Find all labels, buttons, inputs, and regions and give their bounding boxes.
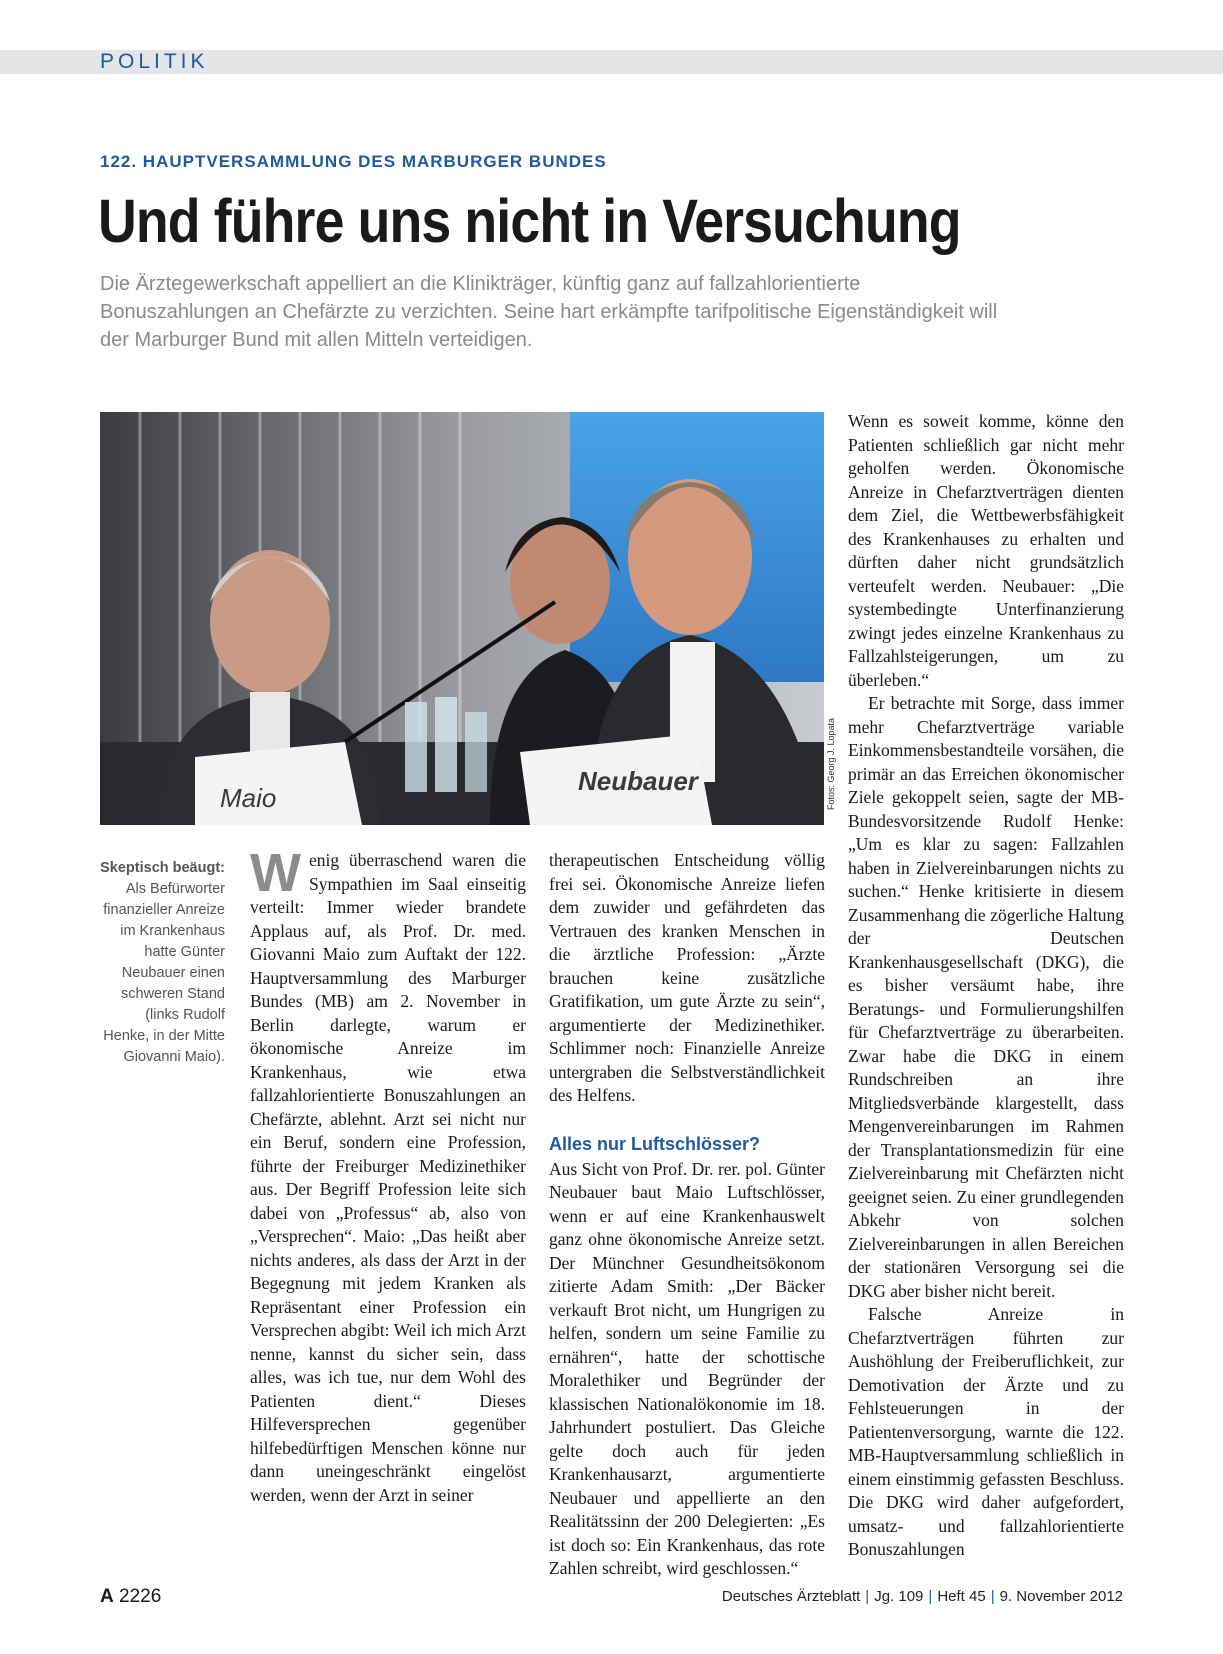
journal-name: Deutsches Ärzteblatt xyxy=(721,1588,861,1605)
caption-text: Als Befürworter finanzieller Anreize im Krankenhaus hatte Günter Neubauer einen schweren Stand (links Rudolf Henke, in der Mitte Giovanni Maio). xyxy=(103,881,225,1065)
caption-title: Skeptisch beäugt: xyxy=(100,860,225,876)
folio-prefix: A xyxy=(100,1586,114,1607)
paragraph-4: Er betrachte mit Sorge, dass immer mehr Chefarztverträge variable Einkommensbestandteile vorsähen, die primär an das Erreichen ökonomischer Ziele gekoppelt seien, sagte der MB-Bundesvorsitzende Rudolf Henke: „Um es klar zu sagen: Fallzahlen haben in Zielvereinbarungen nichts zu suchen.“ Henke kritisierte in diesem Zusammenhang die zögerliche Haltung der Deutschen Krankenhausgesellschaft (DKG), die es bisher versäumt habe, ihre Beratungs- und Formulierungshilfen für Chefarztverträge zu überarbeiten. Zwar habe die DKG in einem Rundschreiben an ihre Mitgliedsverbände klargestellt, dass Mengenvereinbarungen im Rahmen der Transplantationsmedizin für eine Zielvereinbarung mit Chefärzten nicht geeignet seien. Zu einer grundlegenden Abkehr von solchen Zielvereinbarungen in allen Bereichen der stationären Versorgung sei die DKG aber bisher nicht bereit. xyxy=(848,693,1124,1301)
body-column-2 xyxy=(549,849,825,1581)
folio-number: 2226 xyxy=(119,1586,162,1607)
kicker: 122. HAUPTVERSAMMLUNG DES MARBURGER BUNDES xyxy=(100,152,607,171)
subhead: Alles nur Luftschlösser? xyxy=(549,1133,761,1154)
journal-info: Deutsches Ärzteblatt | Jg. 109 | Heft 45 | 9. November 2012 xyxy=(721,1588,1123,1605)
body-column-3 xyxy=(848,410,1124,1562)
photo-credit: Fotos: Georg J. Lopata xyxy=(826,717,836,810)
name-card-maio: Maio xyxy=(220,783,277,813)
paragraph-5: Falsche Anreize in Chefarztverträgen führten zur Aushöhlung der Freiberuflichkeit, zur Demotivation der Ärzte und zu Fehlsteuerungen in der Patientenversorgung, warnte die 122. MB-Hauptversammlung schließlich in einem einstimmig gefassten Beschluss. Die DKG wird daher aufgefordert, umsatz- und fallzahlorientierte Bonuszahlungen xyxy=(848,1304,1124,1559)
paragraph-2: Aus Sicht von Prof. Dr. rer. pol. Günter Neubauer baut Maio Luftschlösser, wenn er auf eine Krankenhauswelt ganz ohne ökonomische Anreize setzt. Der Münchner Gesundheitsökonom zitierte Adam Smith: „Der Bäcker verkauft Brot nicht, um Hungrigen zu helfen, sondern um seine Familie zu ernähren“, hatte der schottische Moralethiker und Begründer der klassischen Nationalökonomie im 18. Jahrhundert postuliert. Das Gleiche gelte doch auch für jeden Krankenhausarzt, argumentierte Neubauer und appellierte an den Realitätssinn der 200 Delegierten: „Es ist doch so: Ein Krankenhaus, das rote Zahlen schreibt, wird geschlossen.“ xyxy=(549,1158,825,1578)
journal-date: 9. November 2012 xyxy=(999,1588,1123,1605)
article-photo xyxy=(100,412,824,825)
journal-volume: Jg. 109 xyxy=(874,1588,924,1605)
page-folio xyxy=(100,1586,161,1608)
lead-paragraph: Die Ärztegewerkschaft appelliert an die Klinikträger, künftig ganz auf fallzahlorientierte Bonuszahlungen an Chefärzte zu verzichten. Seine hart erkämpfte tarifpolitische Eigenständigkeit will der Marburger Bund mit allen Mitteln verteidigen. xyxy=(100,273,998,351)
body-column-1 xyxy=(250,843,526,1507)
section-label: POLITIK xyxy=(100,50,209,73)
name-card-neubauer: Neubauer xyxy=(578,766,698,796)
dropcap: W xyxy=(250,843,301,903)
section-bar xyxy=(0,50,1223,74)
paragraph-1: Wenig überraschend waren die Sympathien im Saal einseitig verteilt: Immer wieder brandete Applaus auf, als Prof. Dr. med. Giovanni Maio zum Auftakt der 122. Hauptversammlung des Marburger Bundes (MB) am 2. November in Berlin darlegte, warum er ökonomische Anreize im Krankenhaus, wie etwa fallzahlorientierte Bonuszahlungen an Chefärzte, ablehnt. Arzt sei nicht nur ein Beruf, sondern eine Profession, führte der Freiburger Medizinethiker aus. Der Begriff Profession leite sich dabei von „Professus“ ab, also von „Versprechen“. Maio: „Das heißt aber nichts anderes, als dass der Arzt in der Begegnung mit jedem Kranken als Repräsentant einer Profession ein Versprechen abgibt: Weil ich mich Arzt nenne, kannst du sicher sein, dass alles, was ich tue, nur dem Wohl des Patienten dient.“ Dieses Hilfeversprechen gegenüber hilfebedürftigen Menschen könne nur dann uneingeschränkt eingelöst werden, wenn der Arzt in seiner xyxy=(250,843,526,1505)
paragraph-3: Wenn es soweit komme, könne den Patienten schließlich gar nicht mehr geholfen werden. Ökonomische Anreize in Chefarztverträgen dienten dem Ziel, die Wettbewerbsfähigkeit des Krankenhauses zu erhalten und dürften daher nicht grundsätzlich verteufelt werden. Neubauer: „Die systembedingte Unterfinanzierung zwingt jedes einzelne Krankenhaus zu Fallzahlsteigerungen, um zu überleben.“ xyxy=(848,411,1124,690)
photo-caption xyxy=(100,858,225,1068)
headline: Und führe uns nicht in Versuchung xyxy=(98,187,961,255)
journal-issue: Heft 45 xyxy=(937,1588,986,1605)
paragraph-1-continued: therapeutischen Entscheidung völlig frei sei. Ökonomische Anreize liefen dem zuwider und gefährdeten das Vertrauen des kranken Menschen in die ärztliche Profession: „Ärzte brauchen keine zusätzliche Gratifikation, um gute Ärzte zu sein“, argumentierte der Medizinethiker. Schlimmer noch: Finanzielle Anreize untergraben die Selbstverständlichkeit des Helfens. xyxy=(549,850,825,1105)
